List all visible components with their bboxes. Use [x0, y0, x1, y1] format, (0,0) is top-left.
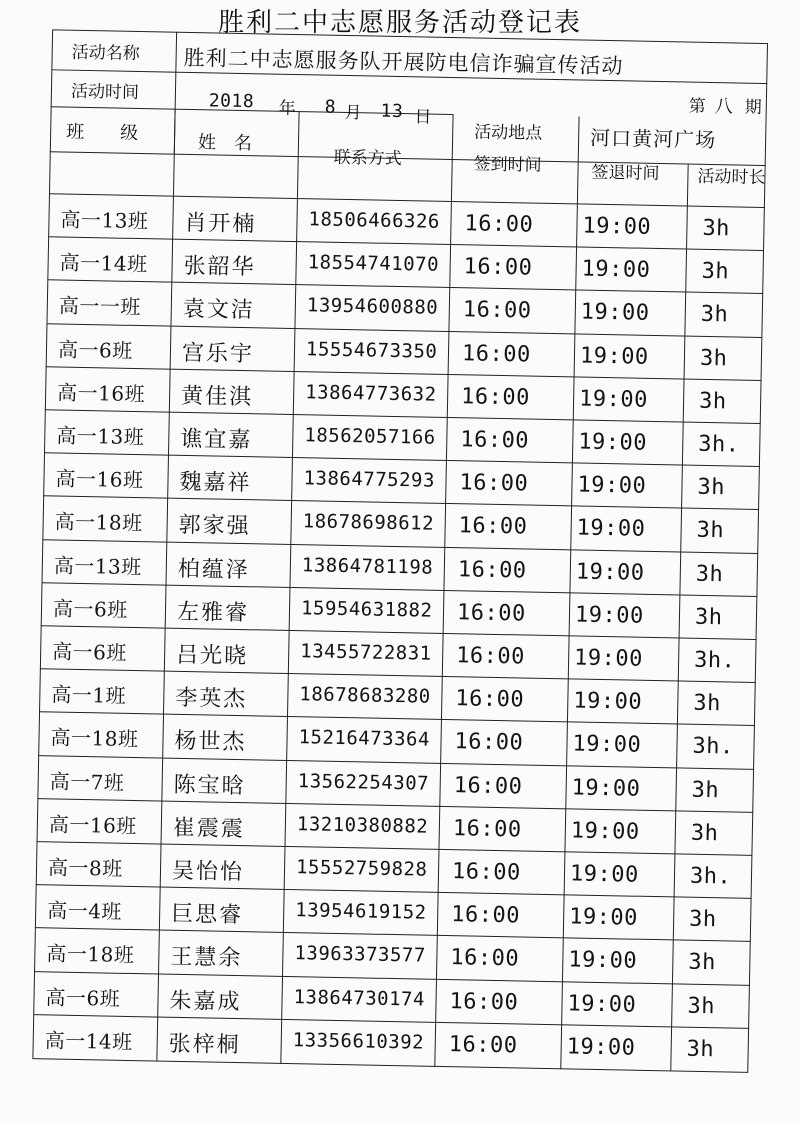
row-checkin: 16:00 [449, 988, 519, 1016]
row-name: 朱嘉成 [169, 988, 242, 1015]
day-unit-label: 日 [414, 107, 432, 128]
row-name: 张韶华 [183, 254, 256, 281]
row-name: 崔震震 [172, 815, 246, 842]
row-checkout: 19:00 [571, 775, 641, 802]
row-phone: 13954619152 [295, 899, 427, 924]
activity-month-value: 8 [324, 96, 337, 118]
row-class: 高一13班 [53, 553, 143, 579]
row-duration: 3h [701, 259, 730, 285]
row-checkout: 19:00 [572, 731, 642, 759]
row-name: 黄佳淇 [180, 383, 254, 411]
col-header-duration: 活动时长 [697, 166, 766, 189]
row-name: 陈宝晗 [173, 772, 246, 799]
row-checkout: 19:00 [566, 1034, 636, 1061]
issue-suffix-label: 期 [744, 97, 762, 118]
row-duration: 3h [688, 950, 717, 976]
row-phone: 13864773632 [305, 381, 437, 406]
row-duration: 3h [686, 1036, 715, 1063]
row-checkout: 19:00 [567, 990, 637, 1018]
row-duration: 3h [699, 345, 728, 371]
row-phone: 13356610392 [292, 1028, 425, 1054]
row-checkin: 16:00 [450, 945, 520, 972]
row-checkin: 16:00 [454, 729, 524, 756]
row-class: 高一18班 [50, 725, 139, 752]
row-class: 高一18班 [54, 509, 143, 536]
row-checkout: 19:00 [581, 256, 651, 284]
row-checkin: 16:00 [459, 470, 529, 497]
row-name: 郭家强 [178, 513, 251, 540]
row-class: 高一16班 [56, 380, 146, 406]
issue-prefix-label: 第 [688, 96, 706, 117]
row-phone: 15216473364 [298, 726, 431, 752]
row-phone: 18562057166 [304, 424, 436, 449]
activity-year-value: 2018 [208, 90, 255, 113]
row-checkin: 16:00 [458, 513, 528, 540]
year-unit-label: 年 [278, 98, 296, 120]
row-checkin: 16:00 [462, 297, 532, 324]
row-phone: 13963373577 [294, 942, 426, 968]
row-checkout: 19:00 [573, 645, 644, 672]
row-checkin: 16:00 [463, 254, 533, 281]
row-class: 高一16班 [48, 812, 138, 838]
row-checkout: 19:00 [578, 386, 649, 413]
row-duration: 3h. [698, 431, 740, 458]
location-label: 活动地点 [474, 122, 543, 144]
row-checkin: 16:00 [448, 1031, 518, 1059]
row-phone: 13864775293 [303, 467, 436, 492]
row-checkout: 19:00 [579, 343, 649, 370]
row-duration: 3h. [689, 863, 732, 890]
row-checkout: 19:00 [574, 602, 644, 629]
row-name: 王慧余 [170, 945, 243, 972]
row-checkin: 16:00 [460, 427, 530, 454]
row-checkout: 19:00 [568, 947, 638, 975]
row-class: 高一1班 [51, 682, 127, 709]
row-checkout: 19:00 [580, 299, 650, 327]
activity-name-value: 胜利二中志愿服务队开展防电信诈骗宣传活动 [183, 45, 624, 79]
row-duration: 3h. [693, 647, 736, 674]
row-phone: 18678683280 [299, 683, 431, 708]
row-checkout: 19:00 [573, 688, 643, 715]
row-name: 柏蕴泽 [177, 556, 251, 583]
row-name: 李英杰 [175, 685, 248, 713]
row-name: 吴怡怡 [171, 858, 245, 886]
col-header-checkin: 签到时间 [473, 154, 542, 176]
row-phone: 13562254307 [297, 769, 430, 795]
form-title: 胜利二中志愿服务活动登记表 [217, 8, 582, 38]
row-checkout: 19:00 [568, 904, 639, 931]
row-class: 高一一班 [58, 293, 142, 320]
row-phone: 13864781198 [301, 553, 434, 579]
row-checkin: 16:00 [451, 859, 522, 886]
row-checkin: 16:00 [453, 772, 523, 800]
row-duration: 3h [695, 561, 724, 587]
row-class: 高一7班 [49, 769, 125, 795]
month-unit-label: 月 [344, 102, 362, 124]
row-phone: 18554741070 [307, 251, 440, 276]
row-phone: 15554673350 [305, 337, 438, 363]
col-header-class: 班 级 [65, 121, 139, 144]
row-checkout: 19:00 [582, 213, 652, 240]
row-name: 肖开楠 [184, 210, 257, 238]
row-checkout: 19:00 [570, 818, 640, 845]
row-class: 高一6班 [52, 596, 128, 622]
row-checkin: 16:00 [464, 211, 534, 238]
row-duration: 3h [697, 474, 726, 501]
row-duration: 3h [690, 820, 719, 847]
row-duration: 3h. [692, 734, 734, 760]
row-duration: 3h [702, 215, 731, 242]
row-name: 张梓桐 [168, 1031, 241, 1058]
row-phone: 13455722831 [300, 640, 432, 665]
location-value: 河口黄河广场 [589, 125, 717, 153]
row-class: 高一6班 [45, 984, 121, 1011]
activity-time-label: 活动时间 [70, 81, 140, 103]
row-name: 左雅睿 [176, 599, 250, 627]
row-class: 高一16班 [55, 466, 144, 493]
row-class: 高一8班 [47, 855, 124, 881]
row-checkout: 19:00 [569, 861, 639, 888]
row-class: 高一14班 [59, 250, 148, 277]
row-duration: 3h [700, 302, 729, 328]
row-checkin: 16:00 [455, 686, 525, 713]
row-name: 吕光晓 [175, 642, 249, 670]
row-class: 高一6班 [57, 337, 133, 363]
row-phone: 18678698612 [302, 510, 435, 536]
row-phone: 13954600880 [306, 294, 439, 320]
row-checkin: 16:00 [456, 599, 526, 627]
row-checkout: 19:00 [577, 472, 647, 499]
row-class: 高一6班 [51, 639, 128, 665]
row-name: 杨世杰 [174, 729, 247, 756]
row-name: 巨思睿 [170, 901, 244, 929]
row-class: 高一13班 [60, 207, 149, 234]
row-name: 谯宜嘉 [180, 426, 253, 454]
row-phone: 13210380882 [296, 812, 429, 838]
row-checkout: 19:00 [578, 429, 648, 456]
activity-day-value: 13 [380, 100, 404, 123]
row-checkout: 19:00 [575, 559, 645, 586]
row-phone: 18506466326 [308, 208, 441, 233]
issue-number-value: 八 [714, 96, 734, 118]
col-header-checkout: 签退时间 [591, 162, 660, 185]
row-checkin: 16:00 [455, 643, 526, 670]
row-name: 魏嘉祥 [179, 470, 252, 497]
row-name: 袁文洁 [182, 297, 256, 324]
row-checkout: 19:00 [576, 515, 646, 543]
row-duration: 3h [687, 993, 716, 1019]
row-duration: 3h [691, 777, 720, 803]
row-phone: 13864730174 [293, 985, 426, 1011]
col-header-contact: 联系方式 [333, 147, 402, 170]
row-duration: 3h [688, 906, 717, 933]
row-duration: 3h [696, 518, 725, 544]
row-duration: 3h [698, 388, 727, 415]
row-duration: 3h [693, 690, 722, 717]
row-checkin: 16:00 [452, 815, 522, 843]
row-phone: 15552759828 [295, 856, 428, 881]
row-class: 高一18班 [46, 941, 135, 968]
row-checkin: 16:00 [457, 556, 527, 584]
row-duration: 3h [694, 604, 723, 631]
col-header-name: 姓 名 [197, 132, 253, 155]
row-checkin: 16:00 [450, 902, 521, 929]
activity-name-label: 活动名称 [71, 42, 140, 65]
row-class: 高一4班 [46, 898, 123, 925]
row-checkin: 16:00 [460, 384, 531, 411]
row-class: 高一13班 [56, 423, 145, 450]
row-class: 高一14班 [44, 1028, 133, 1054]
row-checkin: 16:00 [461, 340, 531, 368]
row-name: 宫乐宇 [181, 340, 255, 367]
row-phone: 15954631882 [300, 597, 433, 622]
